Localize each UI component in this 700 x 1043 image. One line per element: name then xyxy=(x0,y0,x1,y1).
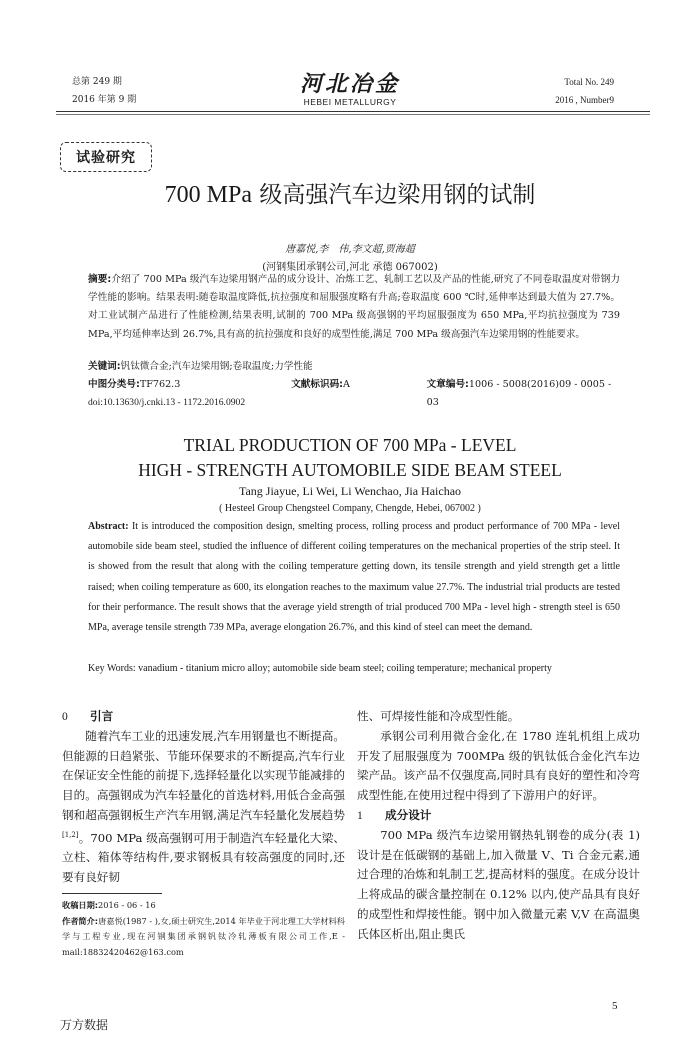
section-number: 0 xyxy=(62,710,68,723)
title-en-line1: TRIAL PRODUCTION OF 700 MPa - LEVEL xyxy=(183,435,517,455)
doc-code-label: 文献标识码: xyxy=(291,379,344,390)
authors-cn: 唐嘉悦,李 伟,李文超,贾海超 xyxy=(285,244,415,255)
article-no-value: 1006 - 5008(2016)09 - 0005 - 03 xyxy=(426,379,612,409)
abstract-en-label: Abstract: xyxy=(88,521,129,532)
keywords-cn-label: 关键词: xyxy=(88,361,121,372)
issue-year-number: 2016 年第 9 期 xyxy=(72,95,137,105)
keywords-en-label: Key Words: xyxy=(88,663,136,674)
continued-paragraph: 性、可焊接性能和冷成型性能。 xyxy=(357,709,520,723)
title-en xyxy=(0,433,700,483)
year-number: 2016 , Number9 xyxy=(555,95,614,105)
bio-text: 唐嘉悦(1987 - ),女,硕士研究生,2014 年毕业于河北理工大学材料科学与工程专业,现在河钢集团承钢钒钛冷轧薄板有限公司工作,E - mail:18832420462@163.com xyxy=(62,915,345,957)
doi[interactable]: doi:10.13630/j.cnki.13 - 1172.2016.0902 xyxy=(88,397,246,408)
section-label: 试验研究 xyxy=(60,142,152,172)
received-date xyxy=(62,898,345,914)
abstract-cn xyxy=(88,271,620,344)
doc-code-value: A xyxy=(343,379,350,390)
citation[interactable]: [1,2] xyxy=(62,830,79,839)
keywords-cn xyxy=(88,358,620,376)
section-heading-intro xyxy=(62,707,345,727)
authors-en: Tang Jiayue, Li Wei, Li Wenchao, Jia Haichao xyxy=(238,484,462,498)
section-title: 引言 xyxy=(90,709,114,723)
intro-paragraph xyxy=(62,727,345,888)
section-number: 1 xyxy=(357,808,363,822)
clc-value: TF762.3 xyxy=(139,379,181,390)
body-column-left xyxy=(62,707,345,888)
intro-text-1: 随着汽车工业的迅速发展,汽车用钢量也不断提高。但能源的日趋紧张、节能环保要求的不断提高,汽车行业在保证安全性能的前提下,选择轻量化以实现节能减排的目的。高强钢成为汽车轻量化的首选材料,用低合金高强钢和超高强钢板生产汽车用钢,满足汽车轻量化发展趋势 xyxy=(62,728,345,822)
intro-text-2: 。700 MPa 级高强钢可用于制造汽车轻量化大梁、立柱、箱体等结构件,要求钢板具有较高强度的同时,还要有良好韧 xyxy=(62,830,345,885)
title-cn xyxy=(0,176,700,209)
header-rule xyxy=(56,111,650,112)
received-label: 收稿日期: xyxy=(62,900,99,910)
footnote-rule xyxy=(62,893,162,894)
author-bio xyxy=(62,914,345,961)
journal-name-en: HEBEI METALLURGY xyxy=(303,97,397,107)
total-number: Total No. 249 xyxy=(564,77,614,87)
abstract-cn-label: 摘要: xyxy=(88,274,112,285)
section-title: 成分设计 xyxy=(385,807,432,822)
affiliation-en: ( Hesteel Group Chengsteel Company, Chengde, Hebei, 067002 ) xyxy=(219,503,481,514)
keywords-cn-text: 钒钛微合金;汽车边梁用钢;卷取温度;力学性能 xyxy=(120,361,313,372)
abstract-cn-text: 介绍了 700 MPa 级汽车边梁用钢产品的成分设计、冶炼工艺、轧制工艺以及产品的性能,研究了不同卷取温度对带钢力学性能的影响。结果表明:随卷取温度降低,抗拉强度和屈服强度略有升高;卷取温度 600 ℃时,延伸率达到最大值为 27.7%。对工业试制产品进行了性能检测,结果表明,试制的 700 MPa 级高强钢的平均屈服强度为 650 MPa,平均抗拉强度为 739 MPa,平均延伸率达到 26.7%,具有高的抗拉强度和良好的成型性能,满足 700 MPa 级高强汽车边梁用钢的性能要求。 xyxy=(88,274,620,340)
page-number: 5 xyxy=(612,1000,618,1012)
title-en-line2: HIGH - STRENGTH AUTOMOBILE SIDE BEAM STEEL xyxy=(138,460,562,480)
watermark: 万方数据 xyxy=(60,1018,109,1032)
abstract-en xyxy=(88,517,620,638)
title-cn-prefix: 700 MPa xyxy=(164,182,253,208)
journal-name-cn: 河北冶金 xyxy=(299,71,400,97)
keywords-en-text: vanadium - titanium micro alloy; automobile side beam steel; coiling temperature; mechanical property xyxy=(135,663,552,674)
abstract-en-text: It is introduced the composition design, smelting process, rolling process and product performance of 700 MPa - level automobile side beam steel, studied the influence of different coiling temperatures on the mechanical properties of the strip steel. It is showed from the result that along with the coiling temperature getting down, its tensile strength and yield strength get a little raised; when coiling temperature as 600, its elongation reaches to the maximum value 27.7%. The industrial trial products are tested for their performance. The result shows that the average yield strength of trial produced 700 MPa - level high - strength steel is 650 MPa, average tensile strength 739 MPa, average elongation 26.7%, and this kind of steel can meet the demand. xyxy=(88,521,620,634)
title-cn-rest: 级高强汽车边梁用钢的试制 xyxy=(252,182,536,208)
bio-label: 作者简介: xyxy=(62,915,99,926)
footnotes xyxy=(62,898,345,960)
received-value: 2016 - 06 - 16 xyxy=(98,900,156,910)
body-column-right xyxy=(357,707,640,945)
keywords-en xyxy=(88,659,620,679)
issue-total: 总第 249 期 xyxy=(72,77,122,87)
affiliation-cn: (河钢集团承钢公司,河北 承德 067002) xyxy=(262,262,438,273)
running-header-right xyxy=(555,76,614,112)
header-rule-thin xyxy=(56,114,650,115)
paragraph-development: 承钢公司利用微合金化,在 1780 连轧机组上成功开发了屈服强度为 700MPa 级的钒钛低合金化汽车边梁产品。该产品不仅强度高,同时具有良好的塑性和冷弯成型性能,在使用过程中得到了下游用户的好评。 xyxy=(357,728,640,803)
article-no-label: 文章编号: xyxy=(426,379,469,390)
section-heading-composition xyxy=(357,806,640,826)
paragraph-composition: 700 MPa 级汽车边梁用钢热轧钢卷的成分(表 1)设计是在低碳钢的基础上,加入微量 V、Ti 合金元素,通过合理的冶炼和轧制工艺,提高材料的强度。在成分设计上将成品的碳含量控制在 0.12% 以内,使产品具有良好的成型性和焊接性能。钢中加入微量元素 V,V 在高温奥氏体区析出,阻止奥氏 xyxy=(357,827,640,941)
clc-label: 中图分类号: xyxy=(88,379,140,390)
